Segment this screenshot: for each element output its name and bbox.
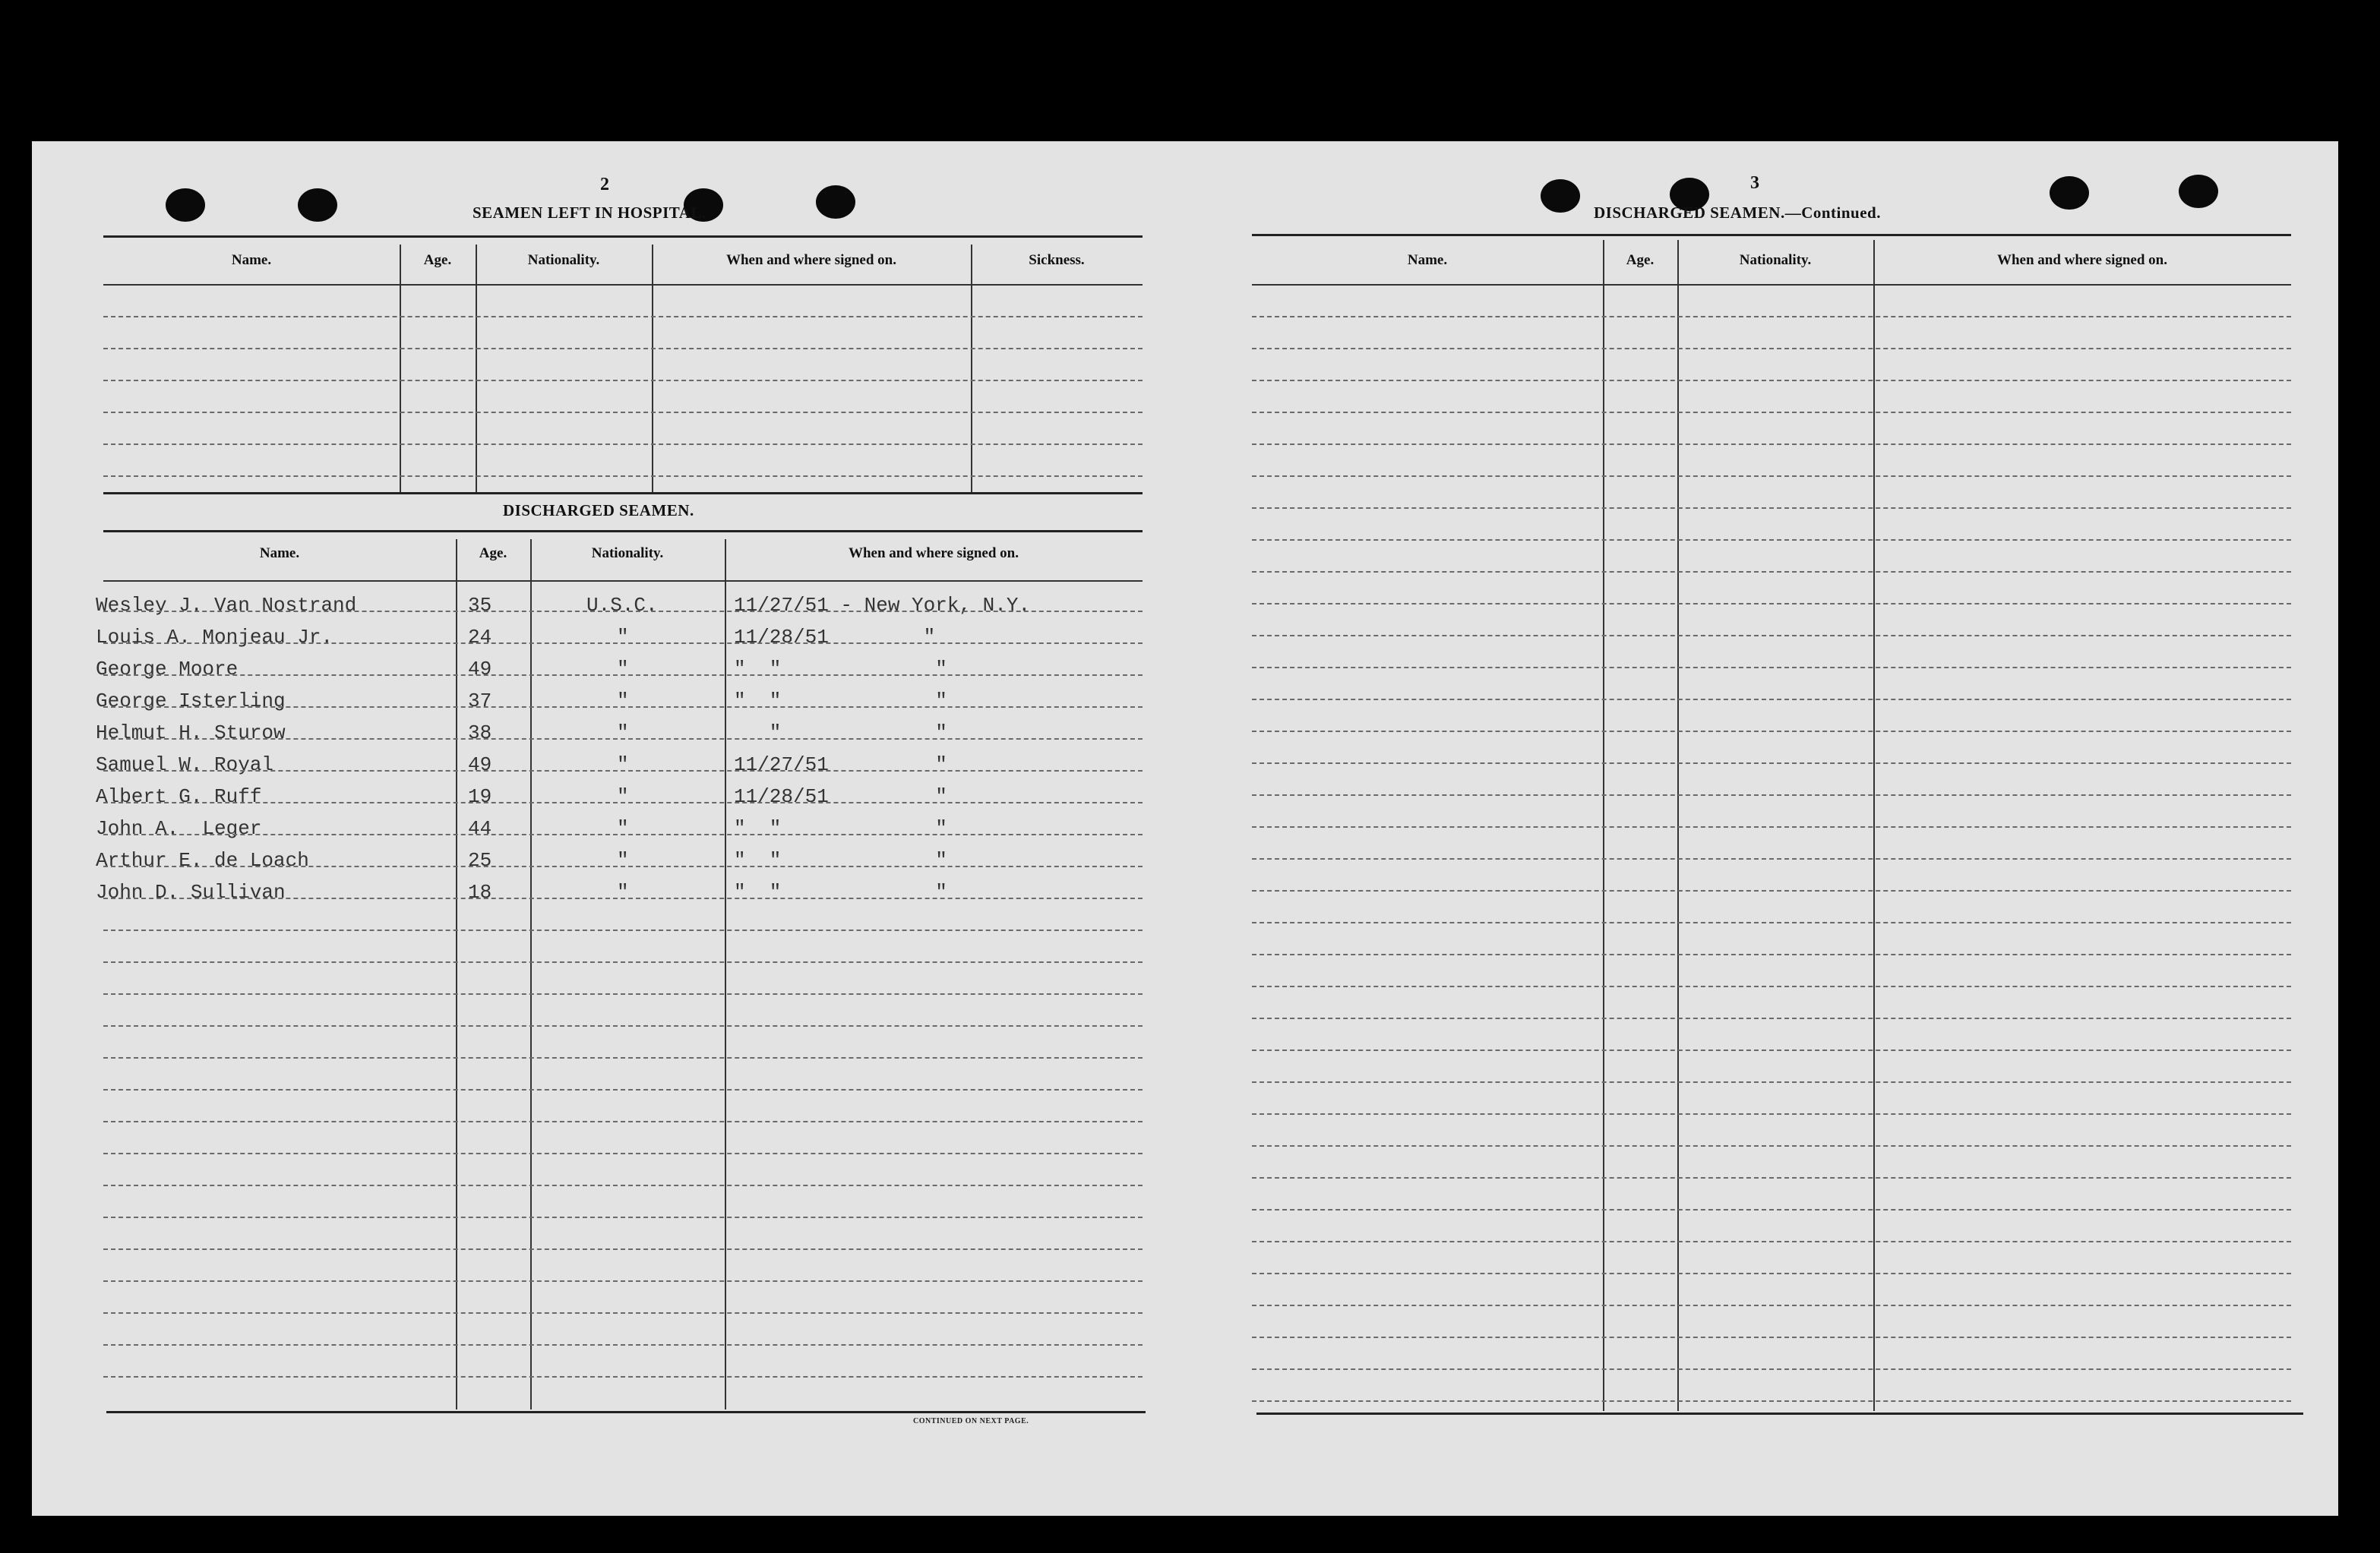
- discharged-row-line: [103, 1153, 1143, 1154]
- discharged-row-line: [103, 1217, 1143, 1218]
- discharged-age-cell: 35: [468, 594, 492, 617]
- right-row-line: [1252, 571, 2291, 573]
- hospital-divider: [971, 245, 972, 492]
- right-row-line: [1252, 826, 2291, 828]
- hospital-col-sickness: Sickness.: [1029, 252, 1085, 268]
- discharged-nationality-cell: ": [617, 658, 629, 680]
- discharged-name-cell: Helmut H. Sturow: [96, 721, 286, 744]
- hospital-col-signed-on: When and where signed on.: [725, 252, 896, 268]
- discharged-top-rule: [103, 530, 1143, 532]
- right-row-line: [1252, 635, 2291, 636]
- punch-hole-8: [2179, 175, 2218, 208]
- discharged-name-cell: George Isterling: [96, 690, 286, 712]
- right-row-line: [1252, 1209, 2291, 1211]
- discharged-signed-on-cell: " ": [734, 721, 947, 744]
- hospital-row-line: [103, 348, 1143, 349]
- punch-hole-5: [1541, 179, 1580, 213]
- right-row-line: [1252, 1337, 2291, 1338]
- right-row-line: [1252, 1050, 2291, 1051]
- discharged-col-signed-on: When and where signed on.: [848, 545, 1019, 561]
- discharged-age-cell: 19: [468, 785, 492, 808]
- discharged-nationality-cell: ": [617, 849, 629, 872]
- right-row-line: [1252, 954, 2291, 955]
- discharged-row-line: [103, 993, 1143, 995]
- discharged-row-line: [103, 834, 1143, 835]
- right-row-line: [1252, 539, 2291, 541]
- right-row-line: [1252, 699, 2291, 700]
- discharged-name-cell: George Moore: [96, 658, 239, 680]
- hospital-header-rule: [103, 284, 1143, 286]
- right-row-line: [1252, 858, 2291, 860]
- discharged-row-line: [103, 930, 1143, 931]
- right-row-line: [1252, 762, 2291, 764]
- hospital-row-line: [103, 412, 1143, 413]
- discharged-row-line: [103, 674, 1143, 676]
- discharged-age-cell: 49: [468, 658, 492, 680]
- right-top-rule: [1252, 234, 2291, 236]
- hospital-section-title: SEAMEN LEFT IN HOSPITAL.: [473, 204, 706, 222]
- discharged-row-line: [103, 1376, 1143, 1378]
- discharged-name-cell: Samuel W. Royal: [96, 753, 274, 776]
- punch-hole-4: [816, 185, 855, 219]
- discharged-row-line: [103, 770, 1143, 772]
- discharged-signed-on-cell: " " ": [734, 658, 947, 680]
- discharged-age-cell: 18: [468, 881, 492, 904]
- right-row-line: [1252, 890, 2291, 892]
- right-row-line: [1252, 412, 2291, 413]
- discharged-nationality-cell: ": [617, 817, 629, 840]
- right-row-line: [1252, 1145, 2291, 1147]
- discharged-signed-on-cell: 11/28/51 ": [734, 785, 947, 808]
- discharged-age-cell: 49: [468, 753, 492, 776]
- discharged-row-line: [103, 706, 1143, 708]
- right-row-line: [1252, 986, 2291, 987]
- discharged-row-line: [103, 1248, 1143, 1250]
- discharged-age-cell: 44: [468, 817, 492, 840]
- right-row-line: [1252, 1018, 2291, 1019]
- discharged-signed-on-cell: 11/28/51 ": [734, 626, 936, 649]
- discharged-nationality-cell: ": [617, 881, 629, 904]
- right-row-line: [1252, 1081, 2291, 1083]
- discharged-nationality-cell: ": [617, 690, 629, 712]
- right-row-line: [1252, 1368, 2291, 1370]
- discharged-row-line: [103, 1344, 1143, 1346]
- right-row-line: [1252, 1241, 2291, 1242]
- discharged-name-cell: Albert G. Ruff: [96, 785, 262, 808]
- discharged-name-cell: Louis A. Monjeau Jr.: [96, 626, 333, 649]
- discharged-nationality-cell: ": [617, 721, 629, 744]
- discharged-signed-on-cell: " " ": [734, 849, 947, 872]
- discharged-row-line: [103, 961, 1143, 963]
- hospital-divider: [400, 245, 401, 492]
- right-row-line: [1252, 603, 2291, 604]
- discharged-row-line: [103, 1185, 1143, 1186]
- discharged-row-line: [103, 1025, 1143, 1027]
- discharged-row-line: [103, 738, 1143, 740]
- punch-hole-7: [2050, 176, 2089, 210]
- discharged-divider: [456, 539, 457, 1409]
- right-section-title: DISCHARGED SEAMEN.—Continued.: [1594, 204, 1881, 222]
- discharged-nationality-cell: U.S.C.: [586, 594, 658, 617]
- left-page-number: 2: [600, 175, 609, 194]
- discharged-col-name: Name.: [259, 545, 300, 561]
- discharged-divider: [530, 539, 532, 1409]
- right-row-line: [1252, 1305, 2291, 1306]
- discharged-signed-on-cell: 11/27/51 - New York, N.Y.: [734, 594, 1031, 617]
- discharged-age-cell: 37: [468, 690, 492, 712]
- right-row-line: [1252, 507, 2291, 509]
- continued-note: CONTINUED ON NEXT PAGE.: [913, 1417, 1029, 1425]
- right-col-name: Name.: [1407, 252, 1448, 268]
- hospital-col-nationality: Nationality.: [527, 252, 600, 268]
- discharged-age-cell: 24: [468, 626, 492, 649]
- hospital-divider: [476, 245, 477, 492]
- discharged-row-line: [103, 866, 1143, 867]
- right-row-line: [1252, 794, 2291, 796]
- right-divider: [1677, 240, 1679, 1411]
- discharged-section-title: DISCHARGED SEAMEN.: [503, 501, 694, 519]
- right-row-line: [1252, 1177, 2291, 1179]
- right-row-line: [1252, 380, 2291, 381]
- discharged-row-line: [103, 1312, 1143, 1314]
- discharged-row-line: [103, 1057, 1143, 1059]
- right-col-age: Age.: [1626, 252, 1655, 268]
- discharged-age-cell: 38: [468, 721, 492, 744]
- discharged-name-cell: Arthur E. de Loach: [96, 849, 309, 872]
- discharged-nationality-cell: ": [617, 753, 629, 776]
- hospital-row-line: [103, 316, 1143, 317]
- right-col-nationality: Nationality.: [1739, 252, 1812, 268]
- punch-hole-1: [166, 188, 205, 222]
- right-row-line: [1252, 1400, 2291, 1402]
- hospital-row-line: [103, 475, 1143, 477]
- right-row-line: [1252, 443, 2291, 445]
- right-page-number: 3: [1750, 173, 1759, 193]
- right-row-line: [1252, 348, 2291, 349]
- right-row-line: [1252, 1113, 2291, 1115]
- right-row-line: [1252, 667, 2291, 668]
- right-divider: [1603, 240, 1604, 1411]
- discharged-name-cell: John D. Sullivan: [96, 881, 286, 904]
- discharged-header-rule: [103, 580, 1143, 582]
- punch-hole-2: [298, 188, 337, 222]
- discharged-row-line: [103, 1121, 1143, 1122]
- discharged-divider: [725, 539, 726, 1409]
- discharged-col-age: Age.: [479, 545, 507, 561]
- hospital-col-age: Age.: [423, 252, 452, 268]
- discharged-bottom-rule: [106, 1411, 1146, 1413]
- hospital-row-line: [103, 443, 1143, 445]
- discharged-row-line: [103, 1280, 1143, 1282]
- discharged-signed-on-cell: 11/27/51 ": [734, 753, 947, 776]
- right-row-line: [1252, 316, 2291, 317]
- discharged-row-line: [103, 898, 1143, 899]
- hospital-row-line: [103, 380, 1143, 381]
- discharged-row-line: [103, 642, 1143, 644]
- hospital-col-name: Name.: [231, 252, 272, 268]
- discharged-row-line: [103, 611, 1143, 612]
- discharged-nationality-cell: ": [617, 626, 629, 649]
- form-spread: [32, 141, 2338, 1516]
- right-header-rule: [1252, 284, 2291, 286]
- right-bottom-rule: [1256, 1413, 2303, 1415]
- discharged-nationality-cell: ": [617, 785, 629, 808]
- right-row-line: [1252, 922, 2291, 923]
- discharged-age-cell: 25: [468, 849, 492, 872]
- discharged-name-cell: John A. Leger: [96, 817, 262, 840]
- discharged-signed-on-cell: " " ": [734, 817, 947, 840]
- hospital-top-rule: [103, 235, 1143, 238]
- discharged-row-line: [103, 802, 1143, 803]
- discharged-name-cell: Wesley J. Van Nostrand: [96, 594, 357, 617]
- right-col-signed-on: When and where signed on.: [1996, 252, 2167, 268]
- right-row-line: [1252, 475, 2291, 477]
- right-row-line: [1252, 1273, 2291, 1274]
- right-row-line: [1252, 731, 2291, 732]
- discharged-signed-on-cell: " " ": [734, 881, 947, 904]
- discharged-row-line: [103, 1089, 1143, 1091]
- discharged-signed-on-cell: " " ": [734, 690, 947, 712]
- right-divider: [1873, 240, 1875, 1411]
- discharged-col-nationality: Nationality.: [591, 545, 664, 561]
- hospital-divider: [652, 245, 653, 492]
- hospital-bottom-rule: [103, 492, 1143, 494]
